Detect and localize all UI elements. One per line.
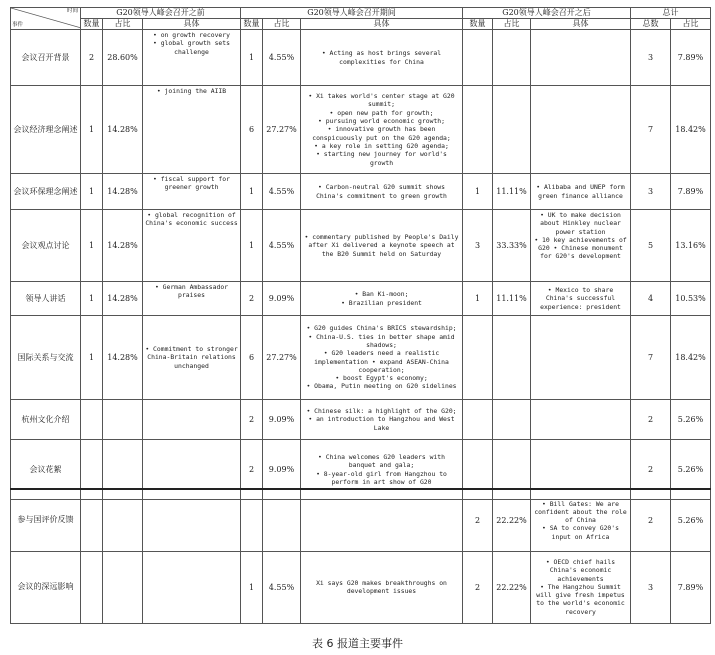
- detail-item: • German Ambassador praises: [154, 283, 229, 300]
- detail-item: • on growth recovery: [153, 31, 230, 39]
- ratio-cell: 14.28%: [103, 316, 143, 400]
- detail-item: • pursuing world economic growth;: [318, 117, 445, 126]
- count-cell: 1: [81, 282, 103, 316]
- detail-cell: [531, 30, 631, 86]
- detail-item: • Xi takes world's center stage at G20 summit;: [308, 92, 455, 109]
- detail-item: • 10 key achievements of G20 • Chinese monument for G20's development: [534, 235, 627, 261]
- detail-item: • G20 leaders need a realistic implementation • expand ASEAN-China cooperation;: [314, 349, 449, 374]
- detail-item: • Commitment to stronger China-Britain relations unchanged: [145, 345, 238, 370]
- count-cell: 6: [241, 316, 263, 400]
- detail-item: • boost Egypt's economy;: [335, 374, 428, 383]
- events-table: [10, 7, 711, 500]
- count-cell: [81, 551, 103, 623]
- total-count-cell: 3: [631, 30, 671, 86]
- category-cell: 会议花絮: [11, 440, 81, 500]
- detail-cell: [301, 210, 463, 282]
- detail-item: • G20 guides China's BRICS stewardship;: [306, 324, 457, 333]
- count-header: 数量: [241, 19, 263, 30]
- total-ratio-cell: 10.53%: [671, 282, 711, 316]
- count-cell: [241, 489, 263, 551]
- ratio-cell: 9.09%: [263, 440, 301, 500]
- ratio-cell: [263, 489, 301, 551]
- count-cell: 1: [81, 174, 103, 210]
- detail-cell: [143, 316, 241, 400]
- table-row: [11, 316, 711, 400]
- ratio-cell: [493, 86, 531, 174]
- count-cell: 1: [241, 210, 263, 282]
- detail-cell: [143, 551, 241, 623]
- total-count-cell: 5: [631, 210, 671, 282]
- total-ratio-cell: 13.16%: [671, 210, 711, 282]
- ratio-cell: 28.60%: [103, 30, 143, 86]
- detail-cell: [301, 174, 463, 210]
- ratio-cell: [103, 400, 143, 440]
- category-cell: 会议的深远影响: [11, 551, 81, 623]
- detail-item: • Chinese silk: a highlight of the G20;: [306, 407, 457, 416]
- ratio-cell: 27.27%: [263, 86, 301, 174]
- detail-header: 具体: [143, 19, 241, 30]
- count-cell: 2: [81, 30, 103, 86]
- detail-cell: [301, 86, 463, 174]
- detail-item: • global recognition of China's economic success: [145, 211, 238, 228]
- ratio-header: 占比: [671, 19, 711, 30]
- ratio-header: 占比: [263, 19, 301, 30]
- ratio-cell: 27.27%: [263, 316, 301, 400]
- table-row: [11, 30, 711, 86]
- category-cell: 会议召开背景: [11, 30, 81, 86]
- diag-label-event: 事件: [12, 22, 24, 28]
- count-cell: [463, 400, 493, 440]
- detail-item: • commentary published by People's Daily after Xi delivered a keynote speech at the B20 Summit held on Saturday: [304, 233, 459, 258]
- total-ratio-cell: 18.42%: [671, 316, 711, 400]
- detail-cell: [143, 489, 241, 551]
- detail-item: • joining the AIIB: [156, 87, 227, 95]
- count-cell: 2: [463, 551, 493, 623]
- ratio-cell: 4.55%: [263, 210, 301, 282]
- detail-cell: [143, 282, 241, 316]
- count-cell: 6: [241, 86, 263, 174]
- ratio-cell: 11.11%: [493, 282, 531, 316]
- detail-item: • global growth sets challenge: [153, 39, 230, 56]
- detail-cell: [301, 282, 463, 316]
- detail-cell: [531, 282, 631, 316]
- ratio-cell: [493, 30, 531, 86]
- detail-header: 具体: [301, 19, 463, 30]
- total-ratio-cell: 5.26%: [671, 400, 711, 440]
- detail-cell: [143, 174, 241, 210]
- total-count-cell: 7: [631, 86, 671, 174]
- total-ratio-cell: 5.26%: [671, 489, 711, 551]
- category-cell: 会议经济理念阐述: [11, 86, 81, 174]
- count-cell: [463, 316, 493, 400]
- detail-cell: [531, 400, 631, 440]
- detail-cell: [301, 489, 463, 551]
- count-cell: 1: [463, 174, 493, 210]
- ratio-cell: 4.55%: [263, 551, 301, 623]
- detail-item: • Mexico to share China's successful experience: president: [540, 286, 621, 311]
- phase-before-header: G20领导人峰会召开之前: [81, 8, 241, 19]
- total-count-cell: 3: [631, 174, 671, 210]
- detail-item: • an introduction to Hangzhou and West Lake: [308, 415, 455, 432]
- detail-cell: [531, 316, 631, 400]
- ratio-cell: 4.55%: [263, 30, 301, 86]
- detail-item: • SA to convey G20's input on Africa: [542, 524, 619, 541]
- ratio-cell: 22.22%: [493, 489, 531, 551]
- table-row: [11, 400, 711, 440]
- diag-label-time: 时间: [66, 8, 78, 14]
- detail-item: • China welcomes G20 leaders with banquet and gala;: [318, 452, 445, 470]
- detail-item: • fiscal support for greener growth: [153, 175, 230, 192]
- count-cell: [81, 400, 103, 440]
- ratio-cell: 33.33%: [493, 210, 531, 282]
- count-cell: [463, 30, 493, 86]
- detail-item: • Ban Ki-moon;: [354, 290, 409, 299]
- table-row: [11, 174, 711, 210]
- total-count-cell: 3: [631, 551, 671, 623]
- count-cell: [463, 86, 493, 174]
- ratio-cell: [103, 489, 143, 551]
- category-cell: 会议观点讨论: [11, 210, 81, 282]
- count-cell: 1: [81, 86, 103, 174]
- ratio-cell: [103, 551, 143, 623]
- count-cell: 1: [463, 282, 493, 316]
- detail-cell: [301, 400, 463, 440]
- detail-item: • starting new journey for world's growth: [316, 150, 447, 167]
- count-cell: 1: [81, 316, 103, 400]
- table-row: [11, 282, 711, 316]
- detail-cell: [531, 489, 631, 551]
- total-ratio-cell: 5.26%: [671, 440, 711, 500]
- count-cell: 3: [463, 210, 493, 282]
- count-cell: 1: [81, 210, 103, 282]
- total-count-cell: 2: [631, 440, 671, 500]
- total-ratio-cell: 7.89%: [671, 551, 711, 623]
- category-cell: 杭州文化介绍: [11, 400, 81, 440]
- phase-after-header: G20领导人峰会召开之后: [463, 8, 631, 19]
- detail-item: • innovative growth has been conspicuously put on the G20 agenda;: [312, 125, 451, 142]
- total-count-cell: 4: [631, 282, 671, 316]
- ratio-cell: [493, 400, 531, 440]
- category-cell: 会议环保理念阐述: [11, 174, 81, 210]
- detail-item: Xi says G20 makes breakthroughs on development issues: [316, 578, 447, 595]
- detail-cell: [301, 30, 463, 86]
- detail-cell: [531, 174, 631, 210]
- count-cell: 1: [241, 30, 263, 86]
- category-cell: 国际关系与交流: [11, 316, 81, 400]
- detail-item: • UK to make decision about Hinkley nuclear power station: [540, 211, 621, 236]
- table-row: [11, 86, 711, 174]
- detail-cell: [143, 210, 241, 282]
- category-cell: 领导人讲话: [11, 282, 81, 316]
- detail-item: • China-U.S. ties in better shape amid shadows;: [308, 332, 455, 349]
- total-count-cell: 7: [631, 316, 671, 400]
- detail-cell: [301, 551, 463, 623]
- count-header: 数量: [81, 19, 103, 30]
- count-cell: 2: [241, 440, 263, 500]
- total-count-cell: 2: [631, 489, 671, 551]
- count-cell: 1: [241, 174, 263, 210]
- detail-cell: [531, 551, 631, 623]
- ratio-cell: [493, 316, 531, 400]
- detail-cell: [143, 400, 241, 440]
- ratio-header: 占比: [493, 19, 531, 30]
- count-header: 数量: [463, 19, 493, 30]
- detail-item: • open new path for growth;: [329, 108, 434, 117]
- detail-item: • Brazilian president: [341, 298, 422, 307]
- ratio-cell: 11.11%: [493, 174, 531, 210]
- detail-item: • Alibaba and UNEP form green finance alliance: [536, 183, 625, 200]
- detail-cell: [301, 316, 463, 400]
- detail-cell: [143, 86, 241, 174]
- total-ratio-cell: 7.89%: [671, 174, 711, 210]
- table-row: [11, 210, 711, 282]
- table-row: [11, 489, 711, 551]
- total-count-cell: 2: [631, 400, 671, 440]
- detail-item: • The Hangzhou Summit will give fresh impetus to the world's economic recovery: [536, 582, 625, 616]
- count-cell: [81, 489, 103, 551]
- ratio-cell: 14.28%: [103, 282, 143, 316]
- detail-cell: [143, 30, 241, 86]
- total-ratio-cell: 7.89%: [671, 30, 711, 86]
- detail-header: 具体: [531, 19, 631, 30]
- category-cell: 参与国评价反馈: [11, 489, 81, 551]
- count-cell: 2: [241, 282, 263, 316]
- total-header: 总计: [631, 8, 711, 19]
- ratio-cell: 22.22%: [493, 551, 531, 623]
- phase-during-header: G20领导人峰会召开期间: [241, 8, 463, 19]
- ratio-cell: 9.09%: [263, 400, 301, 440]
- total-count-header: 总数: [631, 19, 671, 30]
- detail-item: • OECD chief hails China's economic achievements: [545, 557, 616, 583]
- count-cell: 2: [241, 400, 263, 440]
- count-cell: 1: [241, 551, 263, 623]
- detail-item: • Bill Gates: We are confident about the role of China: [534, 499, 627, 525]
- detail-item: • Obama, Putin meeting on G20 sidelines: [306, 382, 457, 391]
- detail-cell: [531, 86, 631, 174]
- ratio-cell: 14.28%: [103, 210, 143, 282]
- total-ratio-cell: 18.42%: [671, 86, 711, 174]
- detail-cell: [531, 210, 631, 282]
- detail-item: • Acting as host brings several complexities for China: [321, 49, 442, 66]
- ratio-cell: 9.09%: [263, 282, 301, 316]
- diagonal-header-cell: [11, 8, 81, 30]
- detail-item: • a key role in setting G20 agenda;: [314, 141, 449, 150]
- detail-item: • Carbon-neutral G20 summit shows China's commitment to green growth: [316, 183, 447, 200]
- events-table-continued: [10, 488, 711, 624]
- detail-item: • 8-year-old girl from Hangzhou to perform in art show of G20: [316, 469, 447, 486]
- ratio-cell: 4.55%: [263, 174, 301, 210]
- table-caption: 表 6 报道主要事件: [312, 637, 403, 650]
- count-cell: 2: [463, 489, 493, 551]
- table-row: [11, 551, 711, 623]
- ratio-header: 占比: [103, 19, 143, 30]
- ratio-cell: 14.28%: [103, 86, 143, 174]
- ratio-cell: 14.28%: [103, 174, 143, 210]
